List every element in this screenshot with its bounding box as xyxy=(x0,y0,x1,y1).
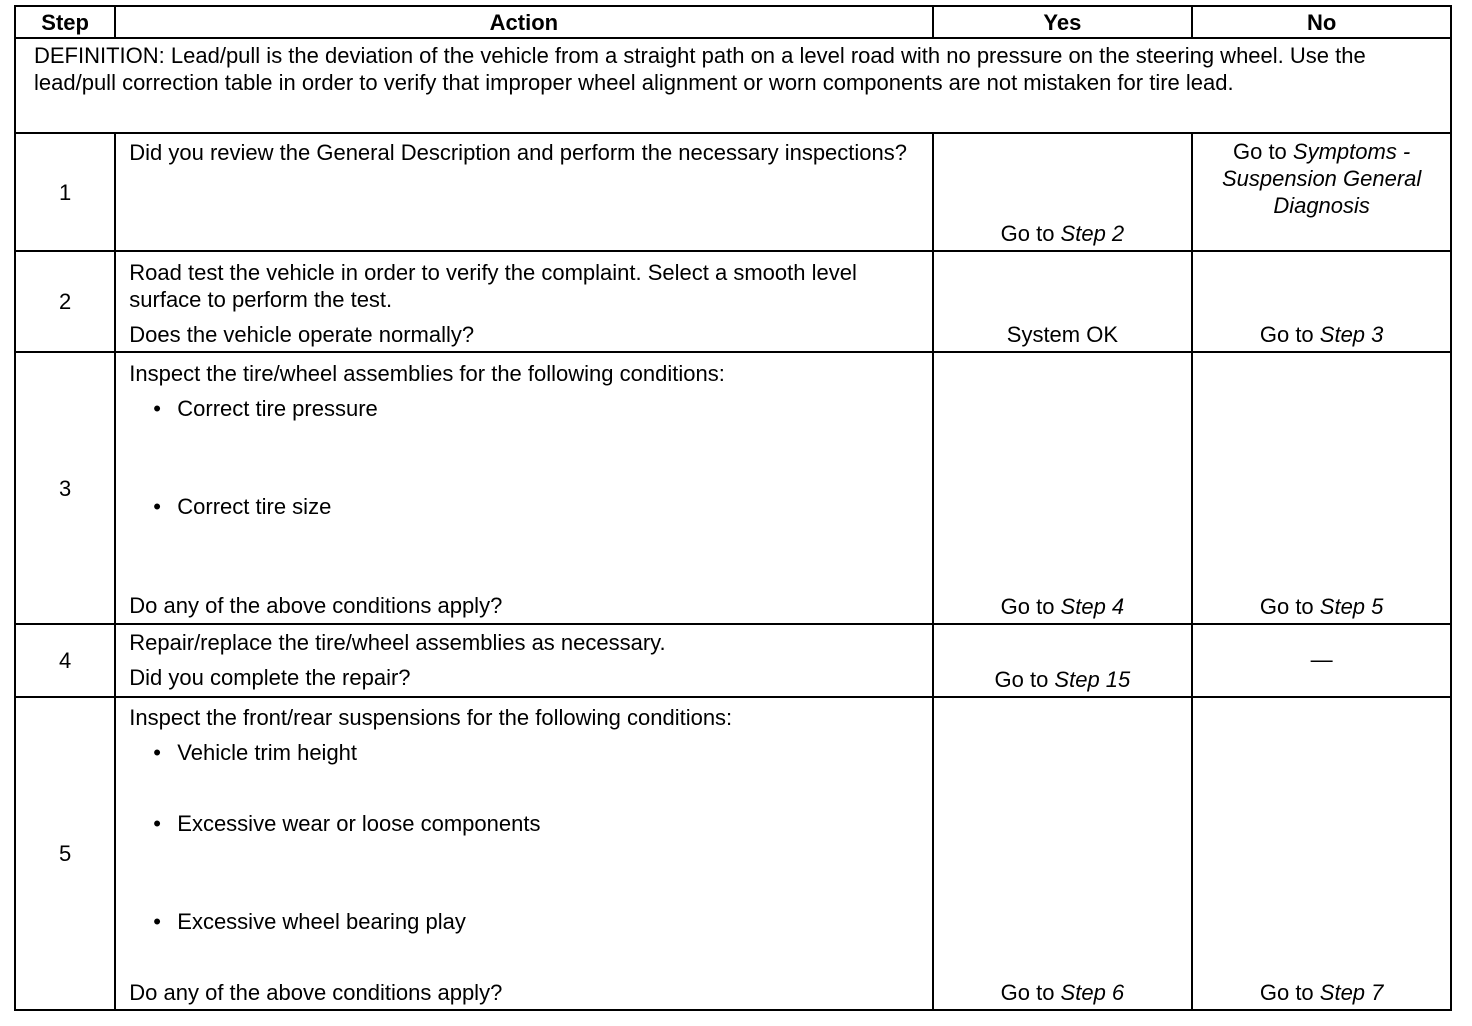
yes-cell xyxy=(933,133,1193,251)
action-cell xyxy=(115,352,932,624)
bullet-text: Correct tire pressure xyxy=(177,396,378,421)
no-prefix: Go to xyxy=(1259,594,1320,619)
yes-cell xyxy=(933,624,1193,697)
action-question: Do any of the above conditions apply? xyxy=(129,980,503,1005)
step-number: 4 xyxy=(15,624,115,697)
yes-prefix: Go to xyxy=(1000,221,1061,246)
no-cell xyxy=(1192,697,1451,1010)
header-action: Action xyxy=(115,6,932,38)
yes-cell xyxy=(933,352,1193,624)
bullet-text: Excessive wheel bearing play xyxy=(177,909,466,934)
step-number: 2 xyxy=(15,251,115,352)
action-text: Inspect the front/rear suspensions for the following conditions: xyxy=(129,705,733,730)
no-link[interactable]: Step 3 xyxy=(1319,322,1384,347)
no-cell: — xyxy=(1192,624,1451,697)
no-link[interactable]: Step 5 xyxy=(1319,594,1384,619)
bullet-text: Vehicle trim height xyxy=(177,740,358,765)
header-no: No xyxy=(1192,6,1451,38)
no-link[interactable]: Symptoms - Suspension General Diagnosis xyxy=(1221,139,1422,218)
yes-link[interactable]: Step 15 xyxy=(1054,667,1131,692)
table-row-step-4 xyxy=(15,624,1451,697)
action-text: Did you review the General Description and perform the necessary inspections? xyxy=(129,140,907,165)
no-prefix: Go to xyxy=(1259,980,1320,1005)
header-row xyxy=(15,6,1451,38)
action-question: Do any of the above conditions apply? xyxy=(129,593,503,618)
table-row-step-3 xyxy=(15,352,1451,624)
bullet-dot: • xyxy=(153,740,161,765)
no-cell xyxy=(1192,133,1451,251)
bullet-dot: • xyxy=(153,909,161,934)
bullet-item xyxy=(153,739,921,766)
yes-prefix: Go to xyxy=(1000,980,1061,1005)
action-cell xyxy=(115,133,932,251)
bullet-text: Correct tire size xyxy=(177,494,332,519)
yes-cell: System OK xyxy=(933,251,1193,352)
diagnostic-table xyxy=(14,5,1452,1011)
table-row-step-2 xyxy=(15,251,1451,352)
definition-row xyxy=(15,38,1451,133)
step-number: 1 xyxy=(15,133,115,251)
action-question: Does the vehicle operate normally? xyxy=(129,322,475,347)
bullet-item xyxy=(153,493,921,520)
action-text: Inspect the tire/wheel assemblies for the following conditions: xyxy=(129,361,725,386)
step-number: 3 xyxy=(15,352,115,624)
action-question: Did you complete the repair? xyxy=(129,665,411,690)
action-cell xyxy=(115,251,932,352)
action-text: Repair/replace the tire/wheel assemblies as necessary. xyxy=(129,630,666,655)
header-yes: Yes xyxy=(933,6,1193,38)
no-prefix: Go to xyxy=(1232,139,1293,164)
definition-text: DEFINITION: Lead/pull is the deviation of the vehicle from a straight path on a level road with no pressure on the steering wheel. Use the lead/pull correction table in order to verify that improper wheel alignment or worn components are not mistaken for tire lead. xyxy=(15,38,1451,133)
bullet-item xyxy=(153,908,921,935)
step-number: 5 xyxy=(15,697,115,1010)
no-link[interactable]: Step 7 xyxy=(1319,980,1384,1005)
no-prefix: Go to xyxy=(1259,322,1320,347)
yes-link[interactable]: Step 6 xyxy=(1060,980,1125,1005)
bullet-dot: • xyxy=(153,494,161,519)
yes-prefix: Go to xyxy=(1000,594,1061,619)
table-row-step-5 xyxy=(15,697,1451,1010)
no-cell xyxy=(1192,251,1451,352)
action-cell xyxy=(115,697,932,1010)
bullet-text: Excessive wear or loose components xyxy=(177,811,541,836)
bullet-item xyxy=(153,810,921,837)
no-cell xyxy=(1192,352,1451,624)
yes-link[interactable]: Step 4 xyxy=(1060,594,1125,619)
bullet-dot: • xyxy=(153,811,161,836)
bullet-item xyxy=(153,395,921,422)
yes-cell xyxy=(933,697,1193,1010)
table-row-step-1 xyxy=(15,133,1451,251)
yes-link[interactable]: Step 2 xyxy=(1060,221,1125,246)
action-cell xyxy=(115,624,932,697)
bullet-dot: • xyxy=(153,396,161,421)
header-step: Step xyxy=(15,6,115,38)
yes-prefix: Go to xyxy=(994,667,1055,692)
action-text: Road test the vehicle in order to verify the complaint. Select a smooth level surface to perform the test. xyxy=(129,260,857,312)
